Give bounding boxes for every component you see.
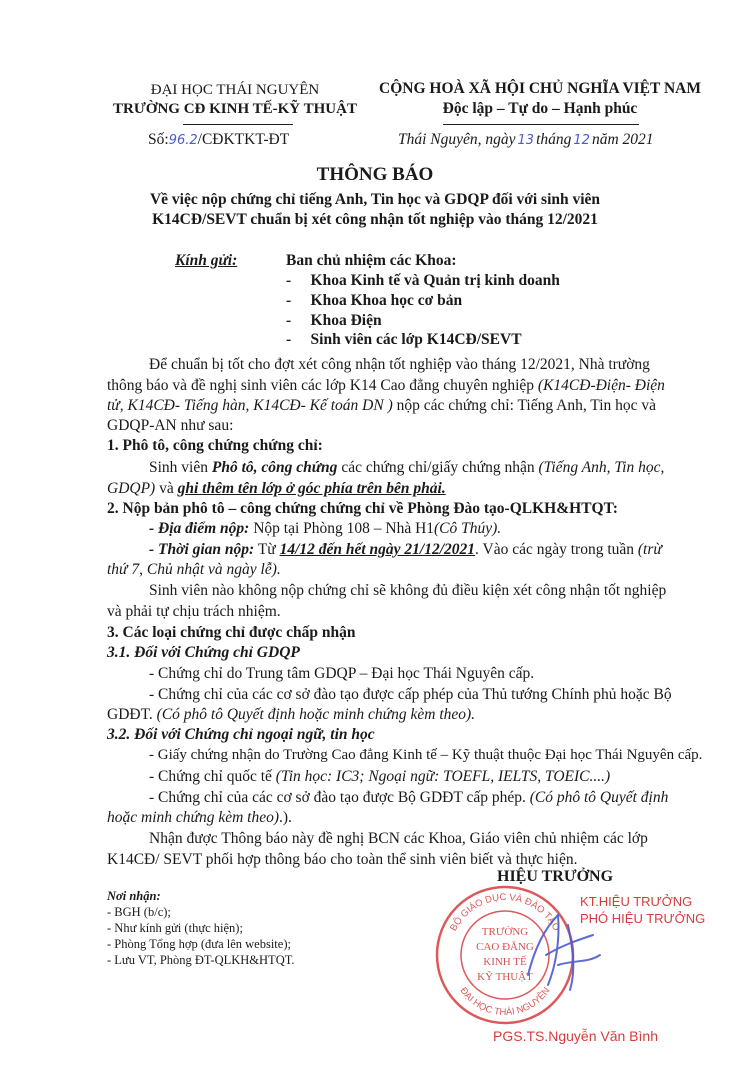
closing-line-1: Nhận được Thông báo này đề nghị BCN các Khoa, Giáo viên chủ nhiệm các lớp <box>149 830 648 847</box>
document-title: THÔNG BÁO <box>316 164 434 185</box>
recipient-item: - Sinh viên các lớp K14CĐ/SEVT <box>286 331 522 348</box>
closing-line-2: K14CĐ/ SEVT phối hợp thông báo cho toàn thể sinh viên biết và thực hiện. <box>107 851 578 868</box>
section-3-1-line-3: GDĐT. (Có phô tô Quyết định hoặc minh chứng kèm theo). <box>107 706 476 723</box>
signer-name: PGS.TS.Nguyễn Văn Bình <box>493 1028 658 1044</box>
intro-line-4: GDQP-AN như sau: <box>107 417 234 434</box>
stamp-ring-bottom-text: ĐẠI HỌC THÁI NGUYÊN <box>457 985 553 1019</box>
stamp-deputy-title: PHÓ HIỆU TRƯỞNG <box>580 911 706 926</box>
section-3-1-heading: 3.1. Đối với Chứng chỉ GDQP <box>107 644 300 661</box>
section-2-heading: 2. Nộp bản phô tô – công chứng chứng chỉ về Phòng Đào tạo-QLKH&HTQT: <box>107 500 618 517</box>
intro-line-3: tử, K14CĐ- Tiếng hàn, K14CĐ- Kế toán DN ) nộp các chứng chỉ: Tiếng Anh, Tin học và <box>107 397 657 414</box>
receiver-item: - Như kính gửi (thực hiện); <box>107 921 243 935</box>
receiver-item: - Lưu VT, Phòng ĐT-QLKH&HTQT. <box>107 953 295 967</box>
document-number: Số:96.2/CĐKTKT-ĐT <box>148 131 290 148</box>
section-2-time-cont: thứ 7, Chủ nhật và ngày lễ). <box>107 561 281 578</box>
issuing-school: TRƯỜNG CĐ KINH TẾ-KỸ THUẬT <box>113 101 357 117</box>
recipient-item: - Khoa Kinh tế và Quản trị kinh doanh <box>286 272 560 289</box>
receivers-label: Nơi nhận: <box>107 889 161 903</box>
stamp-ring-top-text: BỘ GIÁO DỤC VÀ ĐÀO TẠO <box>448 891 562 933</box>
signer-title: HIỆU TRƯỞNG <box>497 868 614 885</box>
section-3-2-line-3: - Chứng chỉ của các cơ sở đào tạo được Bộ GDĐT cấp phép. (Có phô tô Quyết định <box>149 789 669 806</box>
intro-line-2: thông báo và đề nghị sinh viên các lớp K14 Cao đẳng chuyên nghiệp (K14CĐ-Điện- Điện <box>107 377 665 394</box>
warning-line-2: và phải tự chịu trách nhiệm. <box>107 603 281 620</box>
number-handwritten: 96.2 <box>168 133 198 148</box>
header-right <box>370 80 710 118</box>
recipient-item: - Khoa Khoa học cơ bản <box>286 292 463 309</box>
receivers-block <box>107 888 295 968</box>
stamp-kt-title: KT.HIỆU TRƯỞNG <box>580 894 693 909</box>
section-1-heading: 1. Phô tô, công chứng chứng chỉ: <box>107 437 323 454</box>
section-3-2-line-4: hoặc minh chứng kèm theo).). <box>107 809 292 826</box>
section-3-2-heading: 3.2. Đối với Chứng chỉ ngoại ngữ, tin học <box>107 726 375 743</box>
receiver-item: - BGH (b/c); <box>107 905 171 919</box>
recipients-lead: Ban chủ nhiệm các Khoa: <box>286 252 457 269</box>
receiver-item: - Phòng Tổng hợp (đưa lên website); <box>107 937 291 951</box>
intro-line-1: Để chuẩn bị tốt cho đợt xét công nhận tốt nghiệp vào tháng 12/2021, Nhà trường <box>149 356 650 373</box>
issuing-university: ĐẠI HỌC THÁI NGUYÊN <box>150 82 320 98</box>
document-subtitle-1: Về việc nộp chứng chỉ tiếng Anh, Tin học và GDQP đối với sinh viên <box>149 191 601 208</box>
section-1-line-1: Sinh viên Phô tô, công chứng các chứng chỉ/giấy chứng nhận (Tiếng Anh, Tin học, <box>149 459 665 476</box>
warning-line-1: Sinh viên nào không nộp chứng chỉ sẽ không đủ điều kiện xét công nhận tốt nghiệp <box>149 582 667 599</box>
date-day-handwritten: 13 <box>517 133 535 148</box>
stamp-inner-text: TRƯỜNG CAO ĐẲNG KINH TẾ KỸ THUẬT <box>476 926 534 983</box>
document-subtitle-2: K14CĐ/SEVT chuẩn bị xét công nhận tốt nghiệp vào tháng 12/2021 <box>152 211 598 228</box>
section-2-time: - Thời gian nộp: Từ 14/12 đến hết ngày 21/12/2021. Vào các ngày trong tuần (trừ <box>149 541 662 558</box>
section-3-2-line-1: - Giấy chứng nhận do Trường Cao đẳng Kinh tế – Kỹ thuật thuộc Đại học Thái Nguyên cấp. <box>149 747 703 763</box>
recipients-label: Kính gửi: <box>175 252 238 269</box>
date-month-handwritten: 12 <box>573 133 590 148</box>
header-right-rule <box>443 124 639 125</box>
header-left-rule <box>183 124 293 125</box>
section-1-line-2: GDQP) và ghi thêm tên lớp ở góc phía trên bên phải. <box>107 480 446 497</box>
header-left <box>100 82 370 118</box>
national-title: CỘNG HOÀ XÃ HỘI CHỦ NGHĨA VIỆT NAM <box>379 80 701 97</box>
document-date: Thái Nguyên, ngày 13 tháng 12 năm 2021 <box>398 131 654 148</box>
section-3-heading: 3. Các loại chứng chỉ được chấp nhận <box>107 624 356 641</box>
handwritten-signature <box>518 905 608 995</box>
section-3-2-line-2: - Chứng chỉ quốc tế (Tin học: IC3; Ngoại ngữ: TOEFL, IELTS, TOEIC....) <box>149 768 611 785</box>
section-3-1-line-2: - Chứng chỉ của các cơ sở đào tạo được cấp phép của Thủ tướng Chính phủ hoặc Bộ <box>149 686 672 703</box>
national-motto: Độc lập – Tự do – Hạnh phúc <box>442 100 638 117</box>
section-3-1-line-1: - Chứng chỉ do Trung tâm GDQP – Đại học Thái Nguyên cấp. <box>149 665 535 682</box>
section-2-place: - Địa điểm nộp: Nộp tại Phòng 108 – Nhà H1(Cô Thúy). <box>149 520 502 537</box>
recipient-item: - Khoa Điện <box>286 312 382 329</box>
